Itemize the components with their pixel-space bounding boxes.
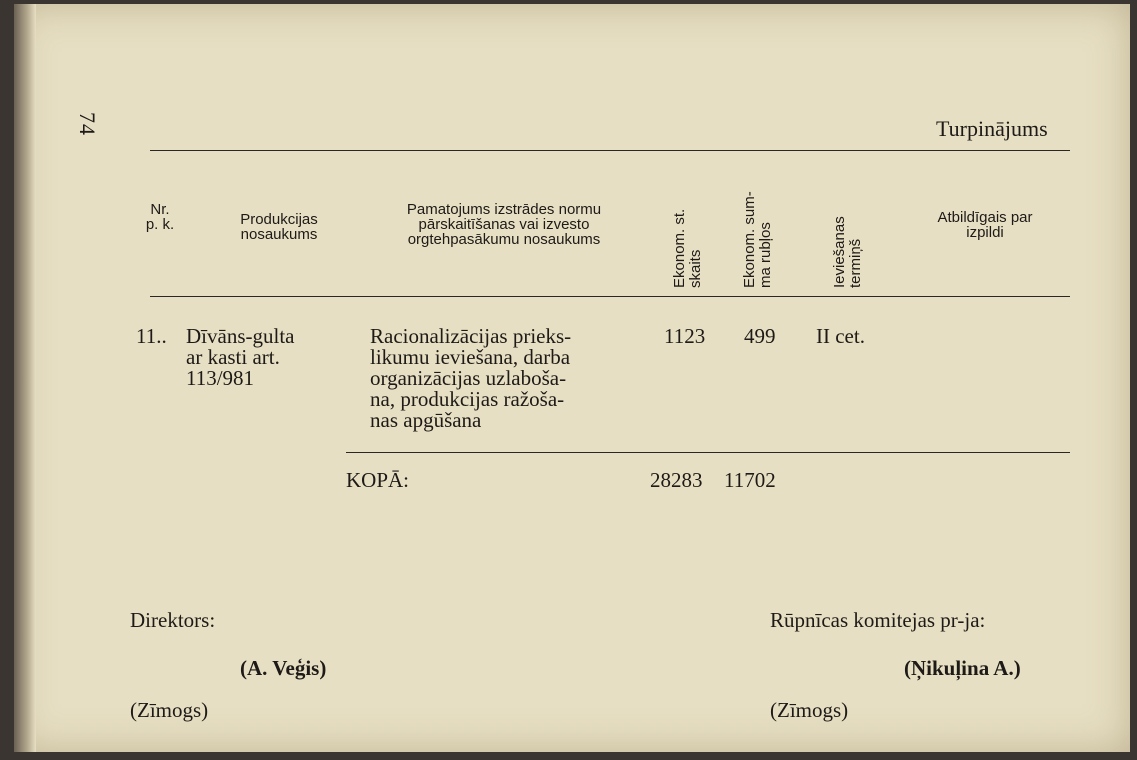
continuation-label: Turpinājums [936,116,1048,141]
book-spine-shadow [14,4,36,752]
header-econ-sum: Ekonom. sum- ma rubļos [741,191,774,288]
row-product: Dīvāns-gulta ar kasti art. 113/981 [186,324,295,390]
director-stamp: (Zīmogs) [130,698,209,722]
total-rule [346,452,1070,453]
document-page [14,4,1130,752]
committee-role: Rūpnīcas komitejas pr-ja: [770,608,986,632]
total-econ-sum: 11702 [724,468,776,492]
row-basis: Racionalizācijas prieks- likumu ieviešana, darba organizācijas uzlaboša- na, produkcijas ražoša- nas apgūšana [370,324,572,432]
committee-stamp: (Zīmogs) [770,698,849,722]
total-label: KOPĀ: [346,468,410,492]
header-bottom-rule [150,296,1070,297]
header-product: Produkcijas nosaukums [240,211,318,243]
header-econ-count: Ekonom. st. skaits [671,208,704,288]
row-econ-count: 1123 [664,324,706,348]
header-nr: Nr. p. k. [145,201,175,233]
total-econ-count: 28283 [650,468,703,492]
row-econ-sum: 499 [744,324,776,348]
row-deadline: II cet. [816,324,865,348]
committee-name: (Ņikuļina A.) [904,656,1021,680]
table-top-rule [150,150,1070,151]
row-nr: 11.. [136,324,167,348]
header-deadline: Ieviešanas termiņš [831,216,864,288]
header-basis: Pamatojums izstrādes normu pārskaitīšanas vai izvesto orgtehpasākumu nosaukums [406,201,602,248]
page-number: 74 [75,112,100,136]
director-name: (A. Veģis) [240,656,327,680]
director-role: Direktors: [130,608,216,632]
header-responsible: Atbildīgais par izpildi [937,209,1033,241]
